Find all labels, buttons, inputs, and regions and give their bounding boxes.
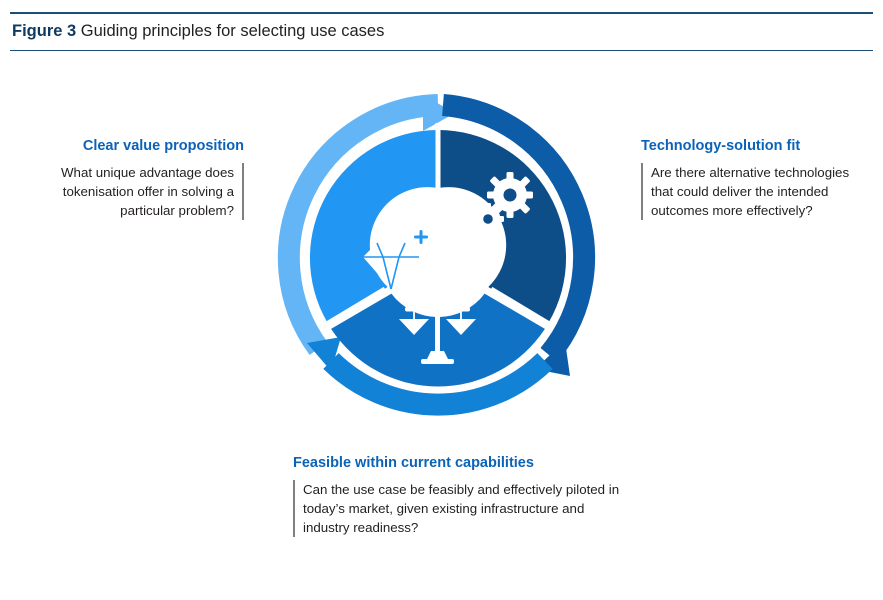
figure-header [10,12,873,51]
callout-title: Technology-solution fit [641,138,801,154]
cycle-diagram [273,93,603,423]
callout-title: Feasible within current capabilities [293,455,534,471]
callout-body: Can the use case be feasibly and effectively piloted in today’s market, given existing infrastructure and industry readiness? [293,480,623,537]
figure-title-text: Guiding principles for selecting use cases [80,22,385,40]
page-title [10,14,873,50]
callout-body: Are there alternative technologies that could deliver the intended outcomes more effectively? [641,163,869,220]
callout-technology-solution-fit [641,138,869,220]
figure-number: Figure 3 [12,22,77,40]
callout-feasible-within-current-capabilities [293,455,623,537]
header-rule-bottom [10,50,873,51]
callout-title: Clear value proposition [82,138,244,154]
callout-clear-value-proposition [12,138,244,220]
callout-body: What unique advantage does tokenisation offer in solving a particular problem? [12,163,244,220]
